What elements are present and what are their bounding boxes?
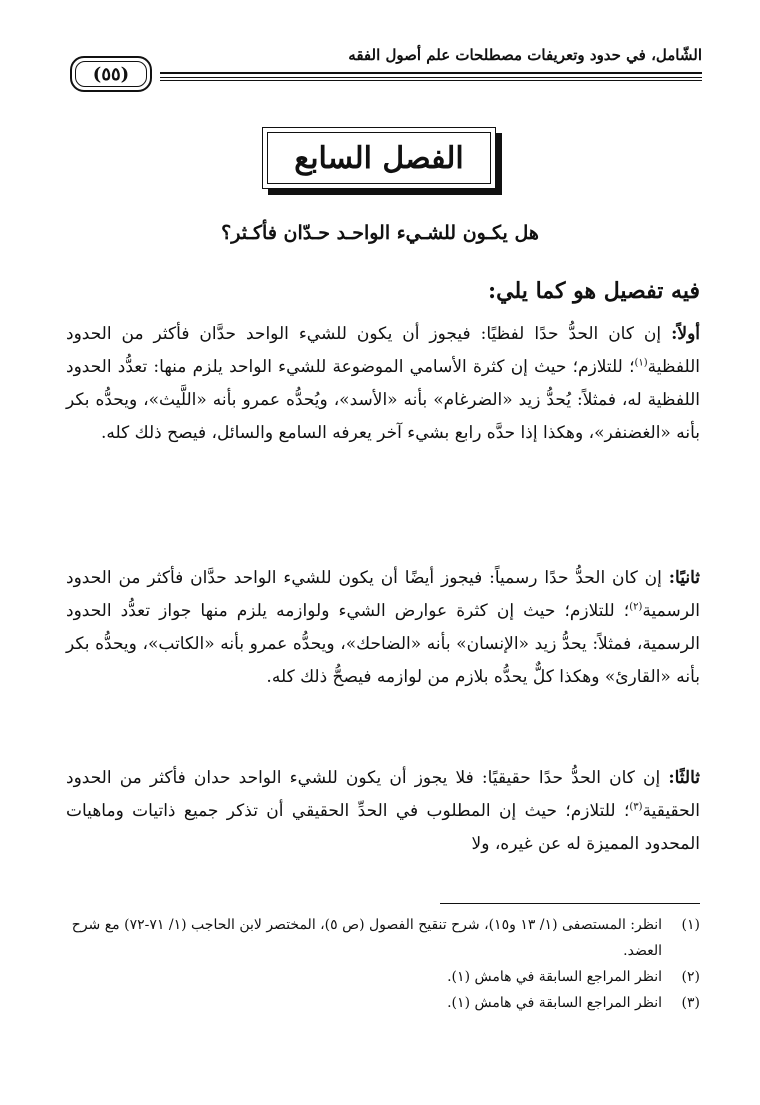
footnote-ref: (٢): [629, 601, 643, 613]
footnote-text: انظر المراجع السابقة في هامش (١).: [447, 969, 662, 985]
paragraph-text: ؛ للتلازم؛ حيث إن كثرة الأسامي الموضوعة للشيء الواحد يلزم منها: تعدُّد الحدود اللفظية له، فمثلاً: يُحدُّ زيد «الضرغام» بأنه «الأسد»، ويُحدُّه عمرو بأنه «اللَّيث»، ويحدُّه بكر بأنه «الغضنفر»، وهكذا إذا حدَّه رابع بشيء آخر يعرفه السامع والسائل، فيصح ذلك كله.: [66, 357, 700, 443]
paragraph-lead: ثالثًا:: [668, 768, 700, 788]
paragraph-text: إن كان الحدُّ حدًا لفظيًا: فيجوز أن يكون للشيء الواحد حدَّان فأكثر من الحدود اللفظية: [66, 324, 700, 377]
footnote-ref: (٣): [629, 801, 643, 813]
paragraph-text: إن كان الحدُّ حدًا حقيقيًا: فلا يجوز أن يكون للشيء الواحد حدان فأكثر من الحدود الحقيقية: [66, 768, 700, 821]
page-number-text: (٥٥): [92, 63, 130, 85]
footnotes: [66, 912, 700, 1016]
header-rule: [160, 80, 702, 81]
footnote-ref: (١): [634, 357, 648, 369]
footnote-separator: [440, 903, 700, 904]
footnote-item: [66, 912, 700, 964]
running-title: الشّامل، في حدود وتعريفات مصطلحات علم أصول الفقه: [348, 46, 702, 64]
paragraph-lead: ثانيًا:: [668, 568, 700, 588]
page-header: [70, 46, 702, 85]
chapter-title: الفصل السابع: [294, 140, 464, 176]
page-number: [70, 56, 152, 92]
header-rule: [160, 77, 702, 78]
chapter-title-box: [262, 127, 496, 189]
paragraph-text: ؛ للتلازم؛ حيث إن كثرة عوارض الشيء ولوازمه يلزم منها جواز تعدُّد الحدود الرسمية، فمثلاً: يحدُّ زيد «الإنسان» بأنه «الضاحك»، ويحدُّه عمرو بأنه «الكاتب»، ويحدُّه بكر بأنه «القارئ» وهكذا كلٌّ يحدُّه بلازم من لوازمه فيصحُّ ذلك كله.: [66, 601, 700, 687]
paragraph-text: إن كان الحدُّ حدًا رسمياً: فيجوز أيضًا أن يكون للشيء الواحد حدَّان فأكثر من الحدود الرسمية: [66, 568, 700, 621]
footnote-number: (٣): [681, 995, 700, 1011]
footnote-number: (٢): [681, 969, 700, 985]
header-rule: [160, 72, 702, 74]
paragraph-first: [66, 318, 700, 450]
paragraph-text: ؛ للتلازم؛ حيث إن المطلوب في الحدِّ الحقيقي أن تذكر جميع ذاتيات وماهيات المحدود المميزة له عن غيره، ولا: [66, 801, 700, 854]
footnote-item: [66, 964, 700, 990]
footnote-item: [66, 990, 700, 1016]
intro-heading: فيه تفصيل هو كما يلي:: [488, 278, 700, 304]
footnote-number: (١): [681, 917, 700, 933]
footnote-text: انظر المراجع السابقة في هامش (١).: [447, 995, 662, 1011]
footnote-text: انظر: المستصفى (١/ ١٣ و١٥)، شرح تنقيح الفصول (ص ٥)، المختصر لابن الحاجب (١/ ٧١-٧٢) مع شرح العضد.: [71, 917, 662, 959]
paragraph-lead: أولاً:: [671, 324, 700, 344]
section-question: هل يكـون للشـيء الواحـد حـدّان فأكـثر؟: [221, 222, 539, 244]
paragraph-second: [66, 562, 700, 694]
paragraph-third: [66, 762, 700, 861]
